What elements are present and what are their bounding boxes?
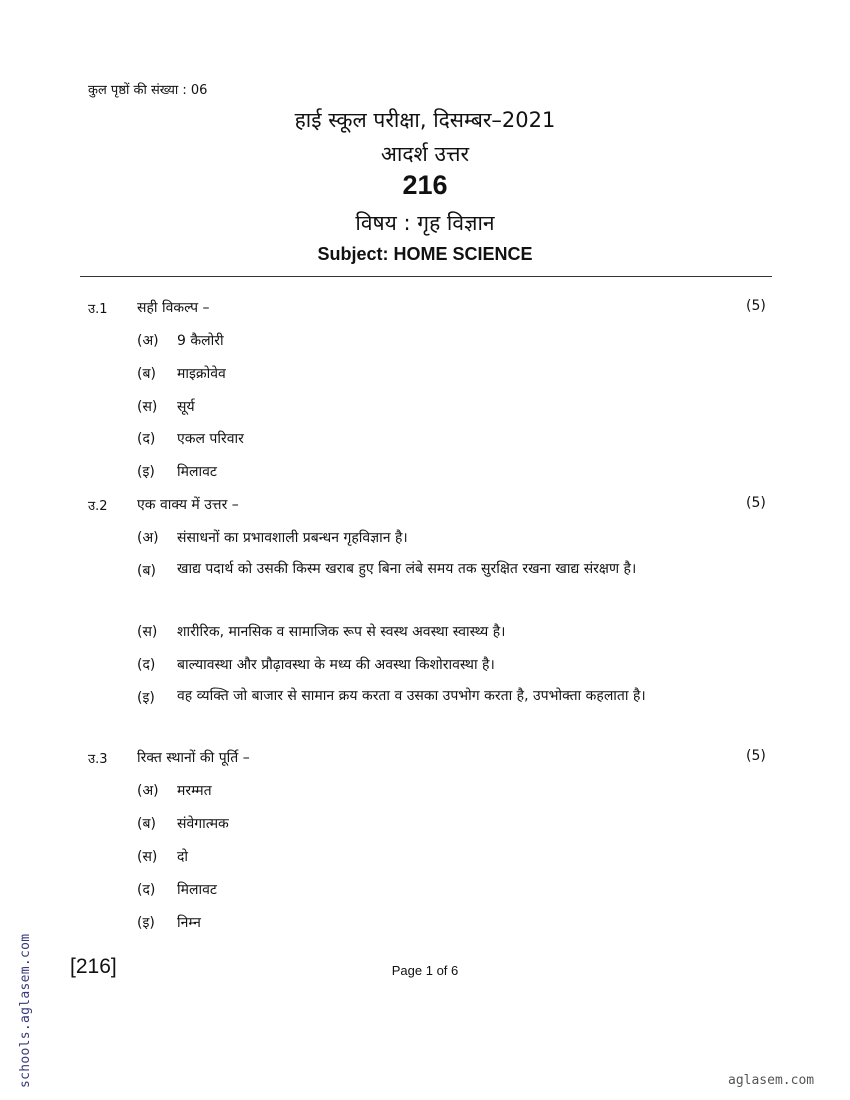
answer-text: शारीरिक, मानसिक व सामाजिक रूप से स्वस्थ अवस्था स्वास्थ्य है। [177,624,506,640]
answer-option-label: (इ) [137,915,155,931]
answer-option-label: (ब) [137,366,156,382]
answer-option-label: (इ) [137,690,155,706]
answer-text: वह व्यक्ति जो बाजार से सामान क्रय करता व उसका उपभोग करता है, उपभोक्ता कहलाता है। [177,688,646,704]
answer-text: मरम्मत [177,783,212,799]
answer-text: सूर्य [177,399,195,415]
answer-option-label: (ब) [137,563,156,579]
answer-option-label: (ब) [137,816,156,832]
question-title: एक वाक्य में उत्तर – [137,497,239,513]
exam-subtitle: आदर्श उत्तर [380,142,470,166]
question-number: उ.1 [88,302,108,317]
footer-paper-code: [216] [70,955,117,978]
header-divider [80,276,772,277]
answer-option-label: (द) [137,882,156,898]
answer-text: खाद्य पदार्थ को उसकी किस्म खराब हुए बिना लंबे समय तक सुरक्षित रखना खाद्य संरक्षण है। [177,561,637,577]
bottom-watermark: aglasem.com [728,1073,815,1088]
question-marks: (5) [746,748,766,764]
answer-option-label: (द) [137,657,156,673]
answer-option-label: (स) [137,399,158,415]
answer-text: एकल परिवार [177,431,244,447]
answer-option-label: (स) [137,849,158,865]
question-marks: (5) [746,298,766,314]
question-number: उ.2 [88,499,108,514]
answer-text: दो [177,849,189,865]
answer-option-label: (अ) [137,530,159,546]
answer-option-label: (स) [137,624,158,640]
page-number: Page 1 of 6 [391,963,459,978]
answer-option-label: (अ) [137,783,159,799]
answer-text: बाल्यावस्था और प्रौढ़ावस्था के मध्य की अवस्था किशोरावस्था है। [177,657,495,673]
answer-option-label: (द) [137,431,156,447]
answer-text: मिलावट [177,882,217,898]
answer-text: मिलावट [177,464,217,480]
paper-code: 216 [402,170,448,200]
answer-option-label: (इ) [137,464,155,480]
answer-option-label: (अ) [137,333,159,349]
answer-text: माइक्रोवेव [177,366,226,382]
subject-hindi: विषय : गृह विज्ञान [355,211,495,235]
side-watermark: schools.aglasem.com [18,933,33,1088]
answer-text: निम्न [177,915,201,931]
subject-english: Subject: HOME SCIENCE [317,244,533,264]
question-number: उ.3 [88,752,108,767]
answer-text: संवेगात्मक [177,816,229,832]
answer-text: 9 कैलोरी [177,333,224,349]
exam-title: हाई स्कूल परीक्षा, दिसम्बर–2021 [294,108,556,132]
total-pages-label: कुल पृष्ठों की संख्या : 06 [88,83,208,98]
question-title: सही विकल्प – [137,300,210,316]
question-marks: (5) [746,495,766,511]
answer-text: संसाधनों का प्रभावशाली प्रबन्धन गृहविज्ञान है। [177,530,408,546]
question-title: रिक्त स्थानों की पूर्ति – [137,750,250,766]
